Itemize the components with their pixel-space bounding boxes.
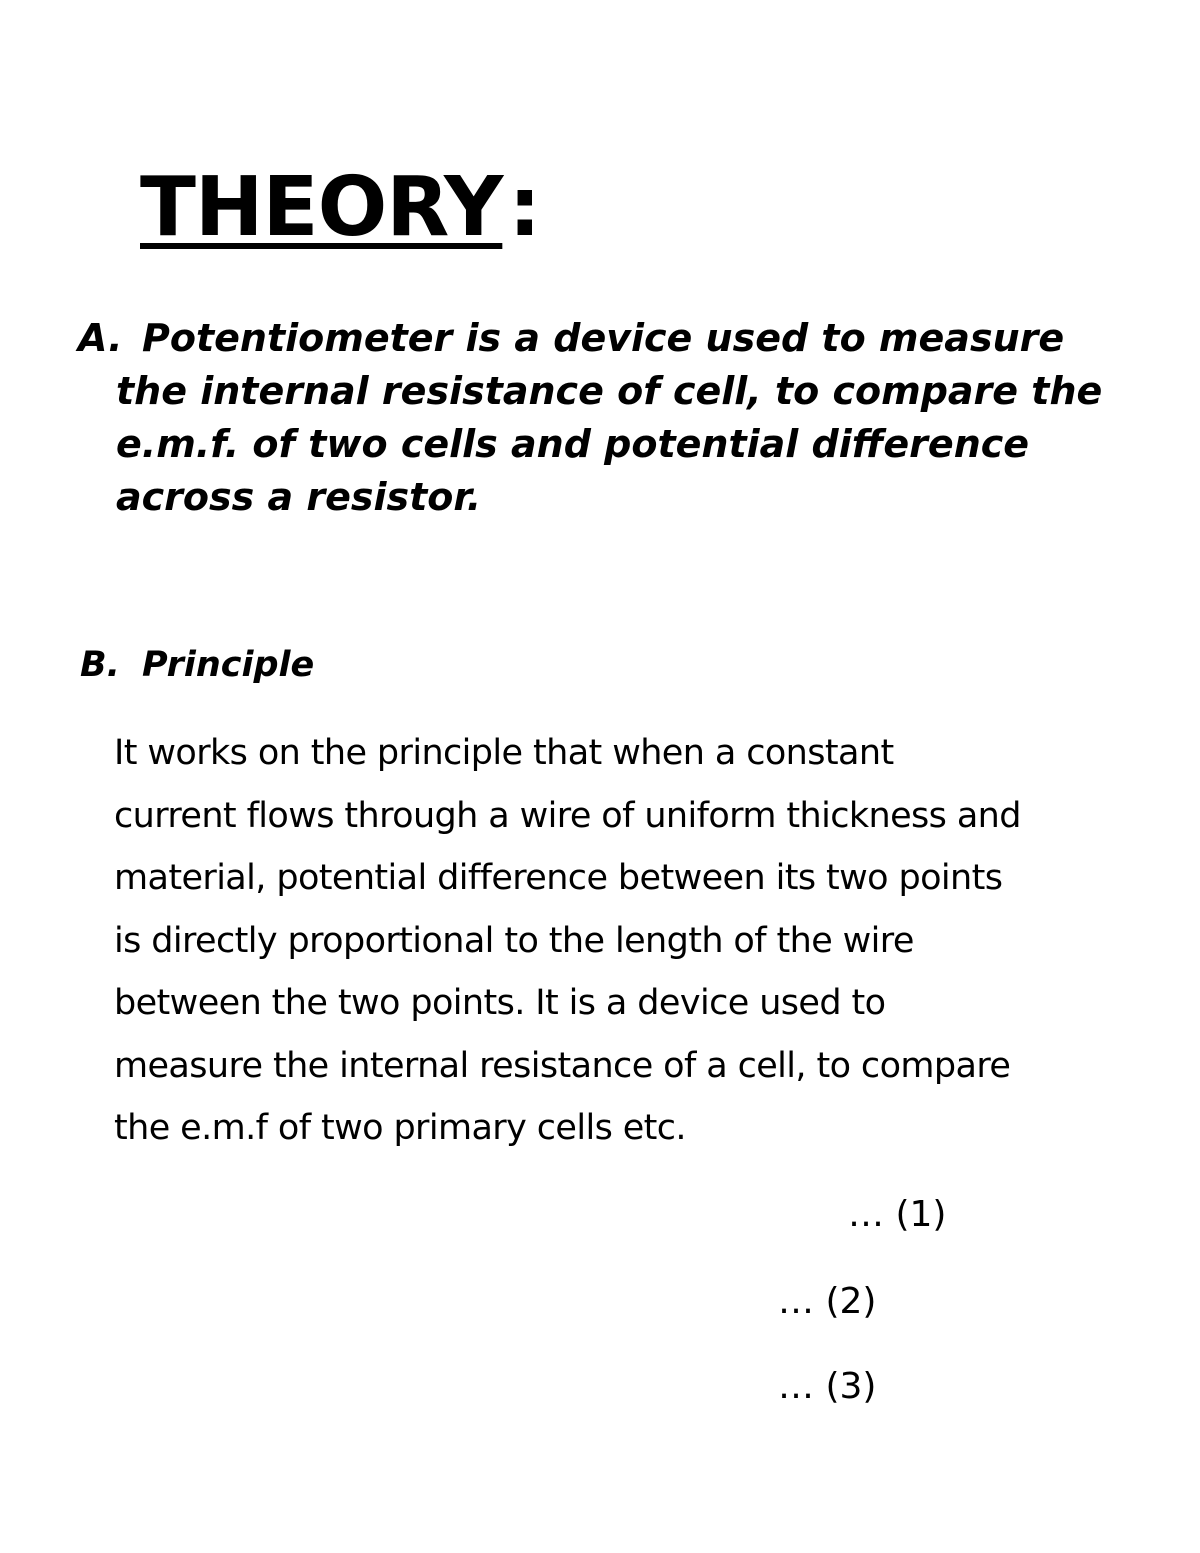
equation-label-1: … (1) <box>848 1194 947 1235</box>
principle-line: current flows through a wire of uniform thickness and <box>114 795 1021 836</box>
principle-line: is directly proportional to the length of the wire <box>114 920 914 961</box>
principle-line: measure the internal resistance of a cell, to compare <box>114 1045 1011 1086</box>
section-b-marker: B. <box>80 645 120 685</box>
section-a-text: Potentiometer is a device used to measure the internal resistance of cell, to compare the e.m.f. of two cells and potential difference across a resistor. <box>116 316 1103 519</box>
equation-label-3: … (3) <box>778 1366 877 1407</box>
equation-label-2: … (2) <box>778 1281 877 1322</box>
principle-paragraph <box>114 722 1021 1160</box>
page-title <box>140 158 540 258</box>
section-a <box>78 312 1128 524</box>
page-title-colon: : <box>508 160 541 255</box>
principle-line: between the two points. It is a device used to <box>114 983 886 1023</box>
principle-line: the e.m.f of two primary cells etc. <box>114 1108 686 1148</box>
principle-line: It works on the principle that when a constant <box>114 733 894 773</box>
principle-line: material, potential difference between its two points <box>114 858 1003 898</box>
page-title-word: THEORY <box>140 160 503 255</box>
section-b-title: Principle <box>142 645 315 685</box>
section-a-marker: A. <box>78 316 123 360</box>
section-b-heading <box>80 640 314 690</box>
